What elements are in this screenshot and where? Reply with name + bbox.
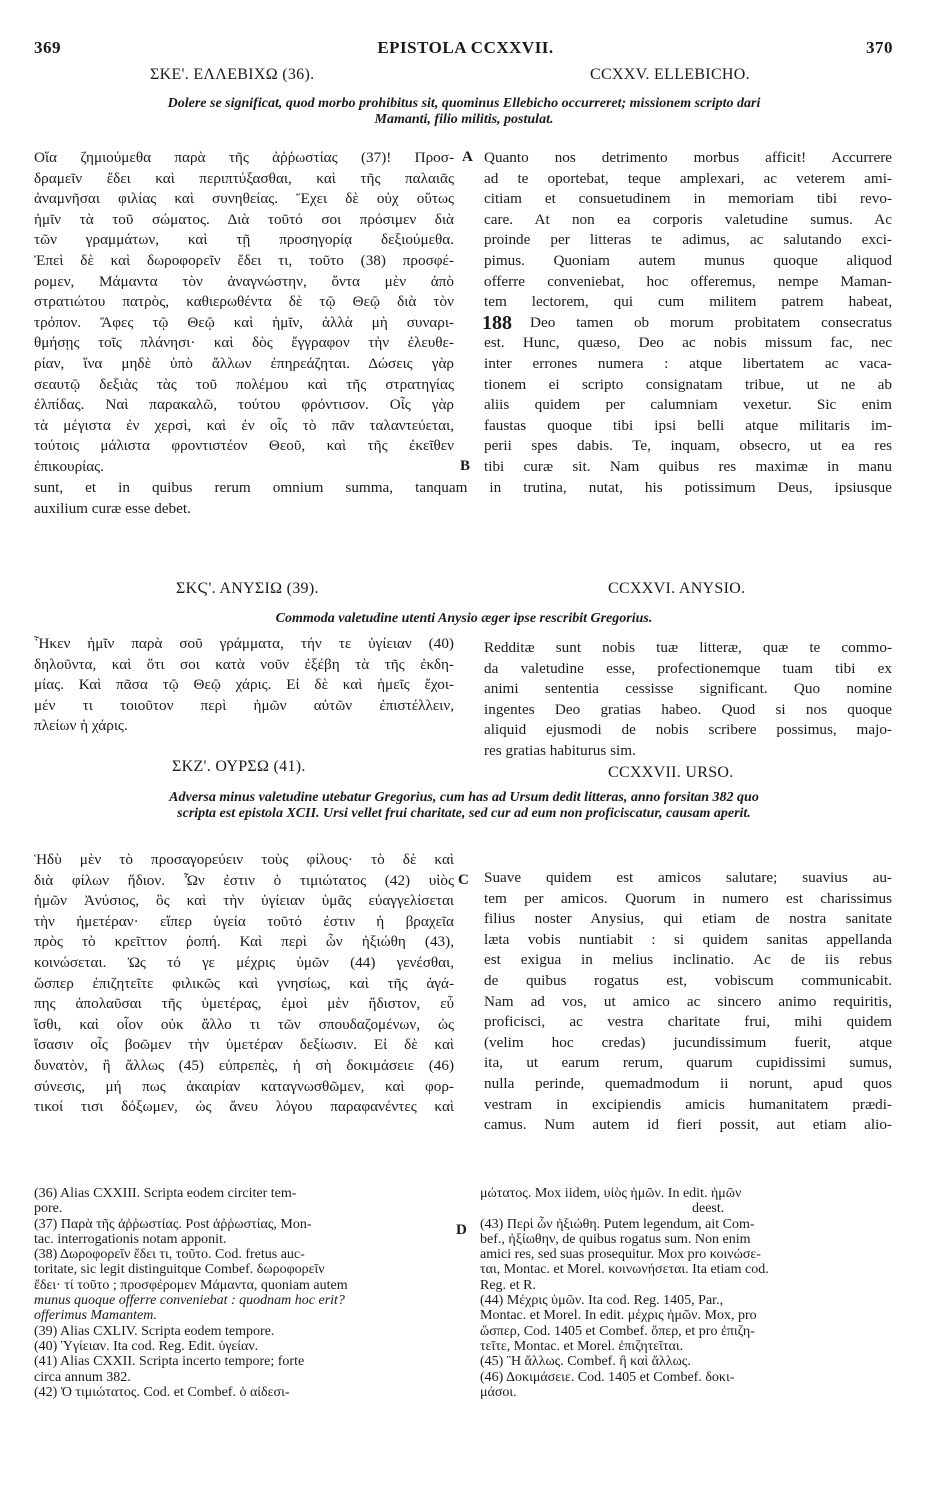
greek-line: τὰ μέγιστα ἐν χερσὶ, καὶ ἐν οἷς τὸ πᾶν ταλαντεύεται,	[34, 416, 454, 434]
greek-line: τούτοις μάλιστα φροντιστέον Θεοῦ, καὶ τῆς ἐκεῖθεν	[34, 437, 454, 455]
footnote-line: (41) Alias CXXII. Scripta incerto tempore; forte	[34, 1354, 305, 1370]
summary-line: Adversa minus valetudine utebatur Gregorius, cum has ad Ursum dedit litteras, anno forsitan 382 quo	[169, 790, 759, 805]
footnote-line: deest.	[692, 1201, 725, 1217]
footnote-line: (43) Περὶ ὧν ἠξιώθη. Putem legendum, ait Com-	[480, 1216, 755, 1232]
summary-line: scripta est epistola XCII. Ursi vellet frui charitate, sed cur ad eum non proficiscatur, causam aperit.	[177, 806, 751, 821]
letter-225-latin-text	[484, 148, 892, 478]
greek-line: θμήσῃς τοῖς πλάνησι· καὶ δὸς ἔγγραφον τὴν ἐλευθε-	[34, 334, 454, 352]
greek-line: τικοί τισι δόξωμεν, ὡς ἄνευ λόγου παραφανέντες καὶ	[34, 1098, 454, 1116]
letter-226-greek-text	[34, 634, 454, 737]
latin-line: pimus. Quoniam autem munus quoque aliquod	[484, 251, 892, 269]
latin-line: perii spes dabis. Te, inquam, obsecro, ut ea res	[484, 437, 892, 455]
greek-line: ἐλπίδας. Ναὶ παρακαλῶ, τούτου φρόντισον. Οἷς γὰρ	[34, 396, 454, 414]
footnote-line: toritate, sic legit distinguitque Combef. δωροφορεῖν	[34, 1262, 325, 1278]
latin-line: aliquid ejusmodi de nobis scribere possimus, majo-	[484, 721, 892, 739]
summary-line: Dolere se significat, quod morbo prohibitus sit, quominus Ellebicho occurreret; missionem scripto dari	[167, 96, 761, 111]
latin-line: proficisci, ac vestra charitate frui, mihi quidem	[484, 1013, 892, 1031]
footnote-line: bef., ἠξίωθην, de quibus rogatus sum. Non enim	[480, 1231, 751, 1247]
page-number-right: 370	[866, 38, 893, 57]
latin-line: Deo tamen ob morum probitatem consecratus	[530, 313, 892, 331]
latin-line: tem lectorem, qui cum militem patrem habeat,	[484, 293, 892, 311]
footnote-line: pore.	[34, 1201, 63, 1217]
letter-227-latin-text	[484, 868, 892, 1136]
closing-line: sunt, et in quibus rerum omnium summa, tanquam in trutina, nutat, his potissimum Deus, ipsiusque	[34, 479, 892, 496]
letter-225-summary	[34, 96, 894, 128]
letter-226-latin-title: CCXXVI. ANYSIO.	[608, 580, 746, 597]
page-number-left: 369	[34, 38, 61, 57]
margin-marker-a: A	[462, 149, 473, 165]
latin-line: ad te oportebat, teque amplexari, ac veterem ami-	[484, 169, 892, 187]
greek-line: μίας. Καὶ πᾶσα τῷ Θεῷ χάρις. Εἰ δὲ καὶ ἡμεῖς ἔχοι-	[34, 676, 454, 694]
footnotes-left	[34, 1186, 454, 1400]
footnote-line: (44) Μέχρις ὑμῶν. Ita cod. Reg. 1405, Par.,	[480, 1293, 724, 1309]
latin-line: (velim hoc credas) jucundissimum fuerit, atque	[484, 1033, 892, 1051]
footnote-line: amici res, sed suas prosequitur. Mox pro κοινώσε-	[480, 1247, 761, 1263]
greek-line: σύνεσις, μή πως ἀκαιρίαν καταγνωσθῶμεν, καὶ φορ-	[34, 1077, 454, 1095]
footnote-line: offerimus Mamantem.	[34, 1308, 157, 1324]
greek-line: ρίαν, ἵνα μηδὲ ὑπὸ ἄλλων ἐπηρεάζηται. Δώσεις γὰρ	[34, 354, 454, 372]
margin-marker-c: C	[458, 872, 469, 888]
latin-line: care. At non ea corporis valetudine sumus. Ac	[484, 210, 892, 228]
footnote-line: (40) Ὑγίειαν. Ita cod. Reg. Edit. ὑγείαν.	[34, 1338, 259, 1354]
letter-226-greek-title: ΣΚϚ'. ΑΝΥΣΙΩ (39).	[176, 580, 319, 597]
greek-line: κοινώσεται. Ὡς τό γε μέχρις ὑμῶν (44) γενέσθαι,	[34, 953, 454, 971]
latin-line: ita, ut earum rerum, quarum cupidissimi sumus,	[484, 1054, 892, 1072]
greek-line: δραμεῖν ἔδει καὶ περιπτύξασθαι, καὶ τῆς παλαιᾶς	[34, 169, 454, 187]
greek-line: Ἐπεὶ δὲ καὶ δωροφορεῖν ἔδει τι, τοῦτο (38) προσφέ-	[34, 251, 454, 269]
latin-line: tibi curæ sit. Nam quibus res maximæ in manu	[484, 457, 892, 475]
latin-line: filius noster Anysius, qui etiam de nostra sanitate	[484, 910, 892, 928]
footnote-line: Montac. et Morel. In edit. μέχρις ἡμῶν. Mox, pro	[480, 1308, 757, 1324]
latin-line: Suave quidem est amicos salutare; suavius au-	[484, 869, 892, 886]
greek-line: ὥσπερ ἐπιζητεῖτε φιλικῶς καὶ γνησίως, καὶ τῆς ἀγά-	[34, 974, 454, 992]
latin-line: inter errones numera : atque libertatem ac vaca-	[484, 354, 892, 372]
latin-line: aliis quidem per calumniam vexetur. Sic enim	[484, 396, 892, 414]
latin-line: vestram in excipiendis amicis humanitatem prædi-	[484, 1095, 892, 1113]
latin-line: Nam ad vos, ut amico ac sincero animo requiritis,	[484, 992, 892, 1010]
latin-line: est. Hunc, quæso, Deo ac nobis missum fac, nec	[484, 334, 892, 352]
footnote-line: (45) Ἢ ἄλλως. Combef. ἢ καὶ ἄλλως.	[480, 1354, 691, 1370]
footnote-line: ὥσπερ, Cod. 1405 et Combef. ὅπερ, et pro ἐπιζη-	[480, 1323, 755, 1339]
letter-225-closing	[34, 478, 892, 519]
greek-line: τὴν ἡμετέραν· εἴπερ ὑγεία τοῦτό ἐστιν ἡ βραχεῖα	[34, 912, 454, 930]
latin-line: Quanto nos detrimento morbus afficit! Accurrere	[484, 149, 892, 166]
footnote-line: (37) Παρὰ τῆς ἀῤῥωστίας. Post ἀῤῥωστίας, Mon-	[34, 1216, 312, 1232]
latin-line: Redditæ sunt nobis tuæ litteræ, quæ te commo-	[484, 639, 892, 656]
column-number: 188	[482, 312, 512, 334]
greek-line: Ἧκεν ἡμῖν παρὰ σοῦ γράμματα, τήν τε ὑγίειαν (40)	[34, 635, 454, 652]
letter-226-summary: Commoda valetudine utenti Anysio æger ipse rescribit Gregorius.	[275, 611, 653, 626]
latin-line: da valetudine esse, profectionemque tuam tibi ex	[484, 659, 892, 677]
greek-line: ἴσθι, καὶ οἷον οὐκ ἄλλο τι τῶν σπουδαζομένων, ὡς	[34, 1015, 454, 1033]
footnote-line: tac. interrogationis notam apponit.	[34, 1231, 227, 1247]
latin-line: tem per amicos. Quorum in numero est charissimus	[484, 889, 892, 907]
greek-line: ἡμῶν Ἀνύσιος, ὃς καὶ τὴν ὑγίειαν ὑμᾶς εὐαγγελίσεται	[34, 892, 454, 910]
greek-line: πης ἀπολαῦσαι τῆς ὑμετέρας, ἐμοὶ μὲν ἥδιστον, εὖ	[34, 995, 454, 1013]
greek-line: διὰ φίλων ἥδιον. Ὧν ἐστιν ὁ τιμιώτατος (42) υἱὸς	[34, 871, 454, 889]
letter-227-greek-title: ΣΚΖ'. ΟΥΡΣΩ (41).	[172, 758, 306, 775]
greek-line: πρὸς τὸ κρεῖττον ῥοπή. Καὶ περὶ ὧν ἠξιώθη (43),	[34, 933, 454, 951]
letter-227-latin-title: CCXXVII. URSO.	[608, 764, 734, 781]
greek-line: πλείων ἡ χάρις.	[34, 717, 128, 735]
footnote-line: (38) Δωροφορεῖν ἔδει τι, τοῦτο. Cod. fretus auc-	[34, 1247, 305, 1263]
footnote-line: τεῖτε, Montac. et Morel. ἐπιζητεῖται.	[480, 1338, 684, 1354]
footnote-line: (39) Alias CXLIV. Scripta eodem tempore.	[34, 1323, 275, 1339]
latin-line: nulla perinde, quemadmodum ii norunt, apud quos	[484, 1074, 892, 1092]
latin-line: tionem ei scripto consignatam tribue, ut ne ab	[484, 375, 892, 393]
greek-line: Οἵα ζημιούμεθα παρὰ τῆς ἀῤῥωστίας (37)! Προσ-	[34, 149, 454, 166]
letter-227-greek-text	[34, 850, 454, 1118]
letter-225-greek-title: ΣΚΕ'. ΕΛΛΕΒΙΧΩ (36).	[150, 66, 315, 83]
greek-line: σεαυτῷ δεξιὰς τὰς τοῦ πολέμου καὶ τῆς στρατηγίας	[34, 375, 454, 393]
footnote-line: μώτατος. Mox iidem, υἱὸς ἡμῶν. In edit. ἡμῶν	[480, 1186, 742, 1201]
greek-line: δηλοῦντα, καὶ ὅτι σοι κατὰ νοῦν ἐξέβη τὰ τῆς ἐκδη-	[34, 655, 454, 673]
footnote-line: (36) Alias CXXIII. Scripta eodem circiter tem-	[34, 1186, 297, 1201]
greek-line: Ἡδὺ μὲν τὸ προσαγορεύειν τοὺς φίλους· τὸ δὲ καὶ	[34, 851, 454, 868]
letter-225-greek-text	[34, 148, 454, 478]
greek-line: στρατιώτου πατρὸς, καθιερωθέντα δὲ τῷ Θεῷ διὰ τὸν	[34, 293, 454, 311]
running-title: EPISTOLA CCXXVII.	[377, 38, 554, 57]
latin-line: animi sententia cessisse significant. Quo nomine	[484, 680, 892, 698]
greek-line: ρομεν, Μάμαντα τὸν ἀναγνώστην, ὄντα μὲν ἀπὸ	[34, 272, 454, 290]
greek-line: δυνατὸν, ἢ ἄλλως (45) εὐπρεπὲς, ἡ σὴ δοκιμάσειε (46)	[34, 1056, 454, 1074]
greek-line: τῶν γραμμάτων, καὶ τῇ προσηγορίᾳ δεξιούμεθα.	[34, 231, 454, 249]
greek-line: τρόπον. Ἄφες τῷ Θεῷ καὶ ἡμῖν, ἀλλὰ μὴ συναρι-	[34, 313, 454, 331]
footnote-line: ται, Montac. et Morel. κοινωνήσεται. Ita etiam cod.	[480, 1262, 769, 1278]
latin-line: læta vobis nuntiabit : si quidem sanitas appellanda	[484, 930, 892, 948]
closing-line: auxilium curæ esse debet.	[34, 499, 191, 517]
greek-line: μέν τι τοιοῦτον περὶ ἡμῶν αὐτῶν ἐπιστέλλειν,	[34, 696, 454, 714]
footnote-line: ἔδει· τί τοῦτο ; προσφέρομεν Μάμαντα, quoniam autem	[34, 1277, 348, 1293]
letter-225-latin-title: CCXXV. ELLEBICHO.	[590, 66, 750, 83]
margin-marker-d: D	[456, 1222, 467, 1238]
greek-line: ἀναμνῆσαι φιλίας καὶ συνηθείας. Ἔχει δὲ οὐχ οὕτως	[34, 190, 454, 208]
letter-226-latin-text	[484, 638, 892, 762]
latin-line: citiam et consuetudinem in memoriam tibi revo-	[484, 190, 892, 208]
footnote-line: munus quoque offerre conveniebat : quodnam hoc erit?	[34, 1293, 345, 1309]
footnote-line: (46) Δοκιμάσειε. Cod. 1405 et Combef. δοκι-	[480, 1369, 735, 1385]
summary-line: Mamanti, filio militis, postulat.	[374, 112, 554, 127]
latin-line: camus. Num autem id fieri possit, aut etiam alio-	[484, 1116, 892, 1134]
letter-227-summary	[34, 790, 894, 822]
greek-line: ἡμῖν τὰ τοῦ σώματος. Διὰ τοῦτό σοι πρόσιμεν διὰ	[34, 210, 454, 228]
footnote-line: Reg. et R.	[480, 1277, 536, 1293]
footnotes-right	[480, 1186, 892, 1400]
latin-line: res gratias habiturus sim.	[484, 741, 636, 759]
latin-line: faustas quoque tibi ipsi belli atque militaris im-	[484, 416, 892, 434]
latin-line: offerre conveniebat, hoc offeremus, nempe Maman-	[484, 272, 892, 290]
latin-line: ingentes Deo gratias habeo. Quod si nos quoque	[484, 700, 892, 718]
greek-line: ἴσασιν οἷς βοῶμεν τὴν ὑμετέραν δεξίωσιν. Εἰ δὲ καὶ	[34, 1036, 454, 1054]
footnote-line: circa annum 382.	[34, 1369, 131, 1385]
margin-marker-b: B	[460, 458, 471, 474]
latin-line: proinde per litteras te adimus, ac salutando exci-	[484, 231, 892, 249]
latin-line: est exigua in melius inclinatio. Ac de iis rebus	[484, 951, 892, 969]
greek-line: ἐπικουρίας.	[34, 457, 104, 475]
footnote-line: (42) Ὁ τιμιώτατος. Cod. et Combef. ὁ αἰδεσι-	[34, 1384, 290, 1400]
footnote-line: μάσοι.	[480, 1384, 517, 1400]
latin-line: de quibus rogatus est, vobiscum communicabit.	[484, 971, 892, 989]
